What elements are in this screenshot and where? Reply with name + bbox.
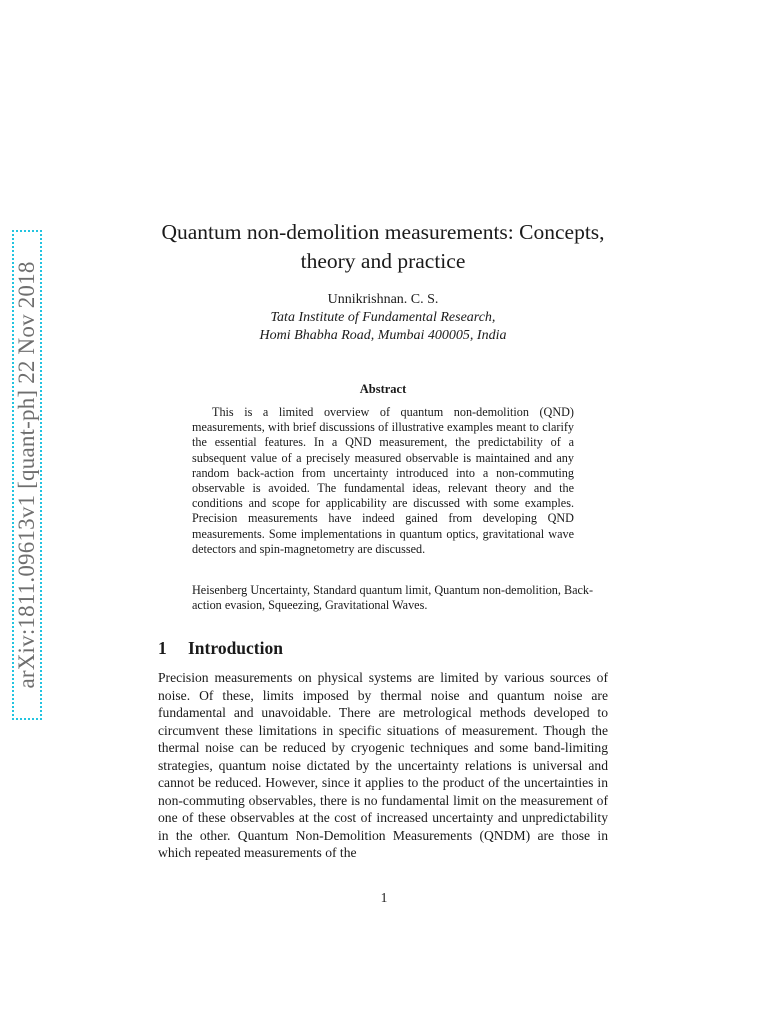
section-number: 1 bbox=[158, 638, 167, 658]
section-heading bbox=[158, 638, 283, 659]
author-block bbox=[140, 291, 626, 345]
keywords: Heisenberg Uncertainty, Standard quantum limit, Quantum non-demolition, Back-action evasion, Squeezing, Gravitational Waves. bbox=[192, 583, 594, 613]
abstract-text: This is a limited overview of quantum non-demolition (QND) measurements, with brief discussions of illustrative examples meant to clarify the essential features. In a QND measurement, the predictability of a subsequent value of a precisely measured observable is maintained and any random back-action from uncertainty introduced into a non-commuting observable is avoided. The fundamental ideas, relevant theory and the conditions and scope for applicability are discussed with some examples. Precision measurements have indeed gained from developing QND measurements. Some implementations in quantum optics, gravitational wave detectors and spin-magnetometry are discussed. bbox=[192, 405, 574, 556]
paper-title: Quantum non-demolition measurements: Concepts, theory and practice bbox=[161, 220, 605, 273]
arxiv-identifier-text: arXiv:1811.09613v1 [quant-ph] 22 Nov 2018 bbox=[14, 261, 39, 689]
affiliation-line-2: Homi Bhabha Road, Mumbai 400005, India bbox=[259, 328, 507, 343]
affiliation-line-1: Tata Institute of Fundamental Research, bbox=[270, 310, 496, 325]
section-title: Introduction bbox=[188, 638, 283, 658]
author-name: Unnikrishnan. C. S. bbox=[327, 292, 439, 307]
introduction-text: Precision measurements on physical systems are limited by various sources of noise. Of these, limits imposed by thermal noise and quantum noise are fundamental and unavoidable. There are metrological methods developed to circumvent these limitations in specific situations of measurement. Though the thermal noise can be reduced by cryogenic techniques and some band-limiting strategies, quantum noise dictated by the uncertainty relations is universal and cannot be reduced. However, since it applies to the product of the uncertainties in non-commuting observables, there is no fundamental limit on the measurement of one of these observables at the cost of increased uncertainty and unpredictability in the other. Quantum Non-Demolition Measurements (QNDM) are those in which repeated measurements of the bbox=[158, 670, 608, 860]
abstract-heading: Abstract bbox=[359, 382, 407, 396]
page-number: 1 bbox=[380, 890, 388, 905]
arxiv-identifier-stamp bbox=[12, 230, 42, 720]
